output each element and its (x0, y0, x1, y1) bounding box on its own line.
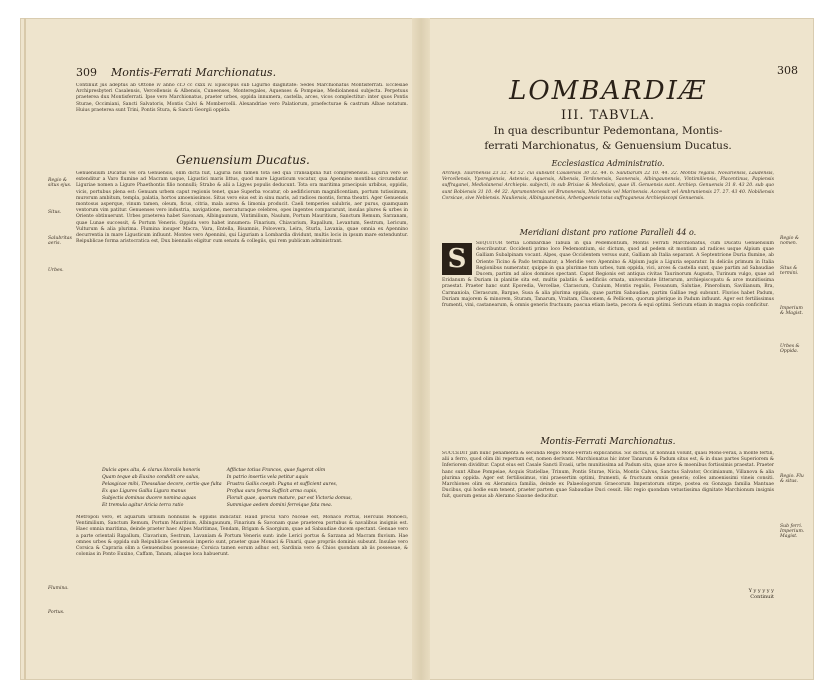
margin-note: Urbes. (48, 268, 64, 273)
margin-note: Portus. (48, 610, 65, 615)
poem-line: Subjectis dominas ducere nomina aquas (102, 496, 196, 501)
right-page-number: 308 (777, 64, 798, 77)
right-page (442, 64, 805, 672)
description-line-2: ferrati Marchionatus, & Genuensium Ducatus. (484, 140, 732, 152)
poem-line: Dulcis apex alta, & clarus litoralis honoris (102, 468, 201, 473)
margin-note: Flumina. (48, 586, 69, 591)
margin-note: Urbes & Oppida. (780, 344, 800, 354)
map-subtitle: III. TABVLA. (560, 108, 656, 123)
left-section-title: Genuensium Ducatus. (176, 153, 310, 167)
catchword: Continuit (750, 594, 774, 600)
poem-line: In patrio insertis vela petitur aquis (226, 475, 309, 480)
left-main-text: Genuensium Ducatus vel ora Genuensis, olim dicta fuit, Liguria non tamen tota sed qua Transalpina fuit comprehensus. Liguria vero se extenditur a Varo flumine ad Macram usque, Ligustici maris littus, quod mare Ligusticum vocatur, qua Apennino montibus circumdatur. Liguriae nomen a Ligure Phaethontis filio nonnulli; Strabo & alii a Ligyes populis deducunt. Tota ora maritima praecipuis urbibus, oppidis, vicis, portubus plena est: Genuam urbem caput regionis tenet, quae Superba vocatur, ob aedificiorum magnificentiam, portum tutissimum, murorum ambitum, templa, palatia, hortos amoenissimos. Situs vero eius est in sinu maris, ad radices montis, forma theatri. Ager Genuensis montosus asperque, vinum tamen, oleum, ficus, citria, mala aurea & limonia producit. Caeli temperies salubris, aer purus, quamquam ventorum vim patitur. Genuenses vero industria, navigatione, mercaturaque celebres, opes ingentes compararunt, insulas plures & urbes in Oriente obtinuerunt. Urbes praeterea habet Savonam, Albingaunum, Vintimilium, Naulum, Portum Mauritium, Sanctum Remum, Sarzanam, quae Lunae successit, & Portum Veneris. Oppida vero habet innumera: Finarium, Chiavarium, Rapallum, Levantum, Sestrum, Lericum, Vulturum & alia plurima. Flumina insuper Macra, Vara, Entella, Bisamnis, Polcevera, Leira, Sturla, Lavania, quae omnia ex Apennino decurrentia in mare Ligusticum influunt. Montes vero Apennini, qui Liguriam a Lombardia dividunt, multis locis in ipsum mare extenduntur. Reipublicae forma aristocratica est, Dux biennalis eligitur cum senatu & collegiis, qui rem publicam administrant. (76, 171, 408, 245)
margin-note: Regio. Flu & situs. (780, 474, 804, 484)
left-page (48, 66, 408, 672)
ecclesiastical-text: Archiep. Taurinensis 23 32. 43 52. cui subsunt Casalensis 30 32. 44. 6. Salutiarum 22 10. 44. 32. Montis regalis. Novariensis, Laudensis, Vercellensis, Yporegiensis, Astensis, Aquensis, Albensis, Terdonensis, Saonensis, Albingaunensis, Vintimiliensis, Placentinus, Papiensis suffraganei, Mediolanensi Archiepis. subjecti, in sub Brixiae & Mediolani, quae ill. Genuensis sunt. Archiep. Genuensis 31 8. 43 20. sub quo sunt Bobiensis 31 10. 44 32. Aprumontensis vel Brunonensis, Mariensis vel Marinensis. Accessit vel Ambruniensis 27. 27. 43 40. Nobiliensis Corsicae, sive Nebiensis. Nauliensis, Albingaunensis, Arbengaensis totus suffraganeus Archiepiscopi Genuensis. (442, 171, 774, 201)
sheet-edge (24, 18, 26, 680)
left-running-head: Montis-Ferrati Marchionatus. (111, 66, 277, 79)
poem-line: Proflua sura ferma Sufficit arma cupis, (226, 489, 318, 494)
margin-note: Salubritas aeris. (48, 236, 72, 246)
right-main-body: SEQUITUR tertia Lombardiae Tabula in qua Pedemontium, Montis Ferrati Marchionatus, cum Ducatu Genuensium describuntur. Occidenti primo loco Pedemontium, sic dictum, quod ad pedem sit montium ad radices usque Alpium quae Galliam Subalpinam vocant. Alpes, quae Occidentem versus sunt, Galliam ab Italia separant. A Septentrione Duria flumine, ab Oriente Ticino & Pado terminatur; a Meridie vero Apennino & Alpium jugis a Liguria separatur. In deliciis primum in Italia Regionibus numeratur, quippe in qua plurimae tum urbes, tum oppida, vici, arces & castella sunt, quae partim ad Sabaudiae Ducem, partim ad alios dominos spectant. Caput Regionis est antiqua civitas Taurinorum Augusta, Turinum vulgo, quae ad Eridanum & Duriam in planitie sita est, multis palatiis & aedificiis ornata, universitate litterarum, archiepiscopatu & arce munitissima praestat. Praeter hanc sunt Eporedia, Vercellae, Clarascum, Cunium, Montis regalis, Fossanum, Salutiae, Pinerolium, Savilianum, Bra, Carmaniola, Clerascum, Bargae, Susa & alia plurima oppida, quae partim Sabaudiae, partim Galliae regi subsunt. Fluvios habet Padum, Duriam majorem & minorem, Sturam, Tanarum, Vraitam, Clusonem, & Pellicem, quorum plerique in Padum influunt. Ager est fertilissimus frumenti, vini, castanearum, & omnis generis fructuum; pascua etiam laeta, pecora & equi optimi. Sericum etiam in magna copia conficitur. (442, 241, 774, 309)
margin-note: Imperium & Magist. (780, 306, 804, 316)
right-margin-notes (780, 236, 804, 636)
poem-line: Floruit quae, quorum mature, par est Victoria domus, (226, 496, 352, 501)
margin-note: Situs. (48, 210, 62, 215)
atlas-sheet (20, 18, 814, 680)
poem-column-left (102, 467, 222, 509)
margin-note: Sub ferri. Imperium. Magist. (780, 524, 805, 539)
poem-line: Ex quo Ligures Gallia Ligura manus (102, 489, 186, 494)
poem-line: Quam teque ab Euxino condidit ore salus, (102, 475, 200, 480)
poem-line: Summique aedem domini ferreique fata mea. (226, 503, 333, 508)
poem-line: Et tremula agitur Aricia terra ratio (102, 503, 184, 508)
margin-note: Regio & situs ejus. (48, 178, 72, 188)
left-top-text: Continuit jus adeptus ab Ottone iv anno cIↃ cc cxxx iv. Episcopus sub Ligurno diagnitate: Sedes Marchionatus Montisferrati. Ecclesiae Archipresbyteri Casalensis, Vercellensis & Albensis, Cuneenses, Monteregales, Aquenses & Pompeiae, Mediolanensi subjecta. Perpetuus praeterea dux Montisferrati. Ipse vero Marchionatus, praeter urbes, oppida innumera, castella, arces, vicos complectitur: inter quos Pontis Sturae, Occimiani, Sancti Salvatoris, Montis Calvi & Mombercelli. Alexandriae vero Palatiorum, praefecturae & castrum Albae notatum. Huius praeterea sunt Trini, Pontis Stura, & Sancti Georgii oppida. (76, 83, 408, 113)
left-margin-notes (48, 178, 72, 618)
poem-line: Afflictae totius Francos, quae fugerat olim (226, 468, 326, 473)
center-fold (412, 18, 430, 680)
poem-line: Pelasgicae mihi, Thessaliae decore, certis-que fulta (102, 482, 222, 487)
left-bottom-text: Metropoli vero, et aquarum urbium nonnullis & oppidis indicatur. Haud procul Varo Niceae est, Monaco Portus, Herculis Monoeci, Ventimilium, Sanctum Remum, Portum Mauritium, Albingaunum, Finarium & Savonam quae praeterea portubus & navalibus insignis est. Haec omnia maritima, deinde praeter haec Alpes Maritimas, Tendam, Brigam & Saorgium, quae ad Sabaudiae ducem spectant. Genuae vero a parte orientali Rapallum, Clavarium, Sestrum, Lavaniam & Portum Veneris sunt: inde Lerici portus & Sarzana ad Macram fluvium. Hae omnes urbes & oppida sub Reipublicae Genuensis imperio sunt, praeter quae Monaci & Finarii, quae propriis dominis subsunt. Insulae vero Corsica & Capraria olim a Genuensibus possessae; Corsica tamen eorum adhuc est, Sardinia vero & Chios quondam ab iis possessae, & colonias in Ponto Euxino, Caffam, Tanam, aliaque loca habuerunt. (76, 515, 408, 558)
dropcap-initial: S (442, 243, 472, 275)
poem-line: Frustra Gallis coepit: Pugna et sufficient aures, (226, 482, 338, 487)
right-section-title: Montis-Ferrati Marchionatus. (540, 437, 676, 447)
ecclesiastical-title: Ecclesiastica Administratio. (551, 159, 665, 168)
signature-mark: Y y y y y y (748, 588, 774, 594)
right-main-text (442, 241, 774, 431)
poem-column-right (227, 467, 352, 509)
left-page-number: 309 (76, 66, 97, 79)
meridian-note: Meridiani distant pro ratione Paralleli 44 o. (519, 228, 697, 237)
left-poem (102, 467, 352, 509)
margin-note: Situs & termini. (780, 266, 799, 276)
description-line-1: In qua describuntur Pedemontana, Montis- (493, 125, 723, 137)
left-page-header (76, 66, 408, 79)
margin-note: Regio & nomen. (780, 236, 799, 246)
right-section-text: SUCCEDIT jam nunc penamenta & secunda Regio Mons-Ferrati explicandus. Sic dictus, ut nonnulli volunt, quasi Mons-Ferax, a monte fertili, alii a ferro, quod olim ibi repertum est, nomen derivant. Marchionatus hic inter Tanarum & Padum situs est, & in duas partes Superiorem & Inferiorem dividitur. Caput eius est Casale Sancti Evasii, urbs munitissima ad Padum sita, quae arce & moenibus fortissimis praestat. Praeter hanc sunt Albae Pompeiae, Acquis Statiellae, Trinum, Pontis Sturae, Nicia, Montis Calvus, Sanctus Salvator, Occimianum, Villanova & alia plurima oppida. Ager est fertilissimus, vini praesertim optimi, frumenti, & fructuum omnis generis; colles amoenissimi vineis consiti. Marchiones olim ex Aleramica familia, deinde ex Palaeologorum Graecorum Imperatorum stirpe, postea ex Gonzaga familia Mantuae Ducibus, qui hodie eum tenent, praeter partem quae Sabaudiae Duci cessit. Hic regio quondam vetustissima dignitate Marchionum insignis fuit, quorum genus ab Aleramo Saxone deducitur. (442, 451, 774, 500)
map-title: LOMBARDIÆ (509, 76, 707, 106)
